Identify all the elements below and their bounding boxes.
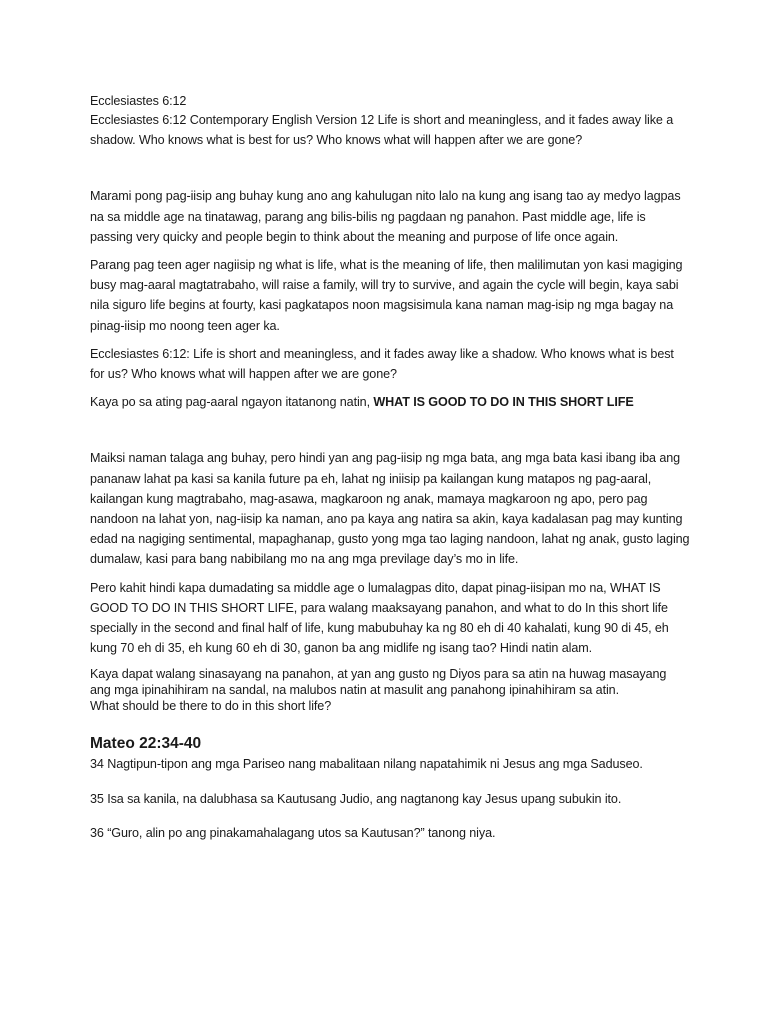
- verse-35: 35 Isa sa kanila, na dalubhasa sa Kautusang Judio, ang nagtanong kay Jesus upang subukin ito.: [90, 791, 622, 806]
- paragraph-2: Parang pag teen ager nagiisip ng what is life, what is the meaning of life, then malilimutan yon kasi magiging busy mag-aaral magtatrabaho, will raise a family, will try to survive, and again the cycle will begin, kaya sabi nila siguro life begins at fourty, kasi pagkatapos noon magsisimula kana naman mag-isip ng mga bagay na pinag-iisip mo noong teen ager ka.: [90, 258, 683, 333]
- paragraph-4-text: Kaya po sa ating pag-aaral ngayon itatanong natin,: [90, 395, 374, 410]
- paragraph-1: Marami pong pag-iisip ang buhay kung ano ang kahulugan nito lalo na kung ang isang tao ay medyo lagpas na sa middle age na tinatawag, parang ang bilis-bilis ng pagdaan ng panahon. Past middle age, life is passing very quicky and people begin to think about the meaning and purpose of life once again.: [90, 189, 681, 244]
- section-heading: Mateo 22:34-40: [90, 735, 202, 753]
- paragraph-3: Ecclesiastes 6:12: Life is short and meaningless, and it fades away like a shadow. Who knows what is best for us? Who knows what will happen after we are gone?: [90, 346, 674, 382]
- verse-34: 34 Nagtipun-tipon ang mga Pariseo nang mabalitaan nilang napatahimik ni Jesus ang mga Saduseo.: [90, 757, 643, 772]
- reference-title: Ecclesiastes 6:12: [90, 94, 187, 108]
- paragraph-6: Pero kahit hindi kapa dumadating sa middle age o lumalagpas dito, dapat pinag-iisipan mo na, WHAT IS GOOD TO DO IN THIS SHORT LIFE, para walang maaksayang panahon, and what to do In this short life specially in the second and final half of life, kung mabubuhay ka ng 80 eh di 40 kahalati, kung 90 di 45, eh kung 70 eh di 35, eh kung 60 eh di 30, ganon ba ang midlife ng isang tao? Hindi natin alam.: [90, 580, 669, 656]
- paragraph-4: [90, 392, 690, 412]
- paragraph-5: Maiksi naman talaga ang buhay, pero hindi yan ang pag-iisip ng mga bata, ang mga bata kasi ibang iba ang pananaw lahat pa kasi sa kanila future pa eh, lahat ng iniisip pa kailangan kung matapos ng pag-aaral, kailangan kung magtrabaho, mag-asawa, magkaroon ng anak, mamaya magkaroon ng apo, pero pag nandoon na lahat yon, nag-iisip ka naman, ano pa kaya ang natira sa akin, kaya kadalasan pag may kunting edad na nagiging sentimental, mapaghanap, gusto yong mga tao laging nandoon, lahat ng anak, gusto laging dumalaw, kasi para bang nabibilang mo na ang mga previlage day’s mo in life.: [90, 451, 690, 567]
- paragraph-7-line-2: What should be there to do in this short life?: [90, 699, 332, 714]
- document-page: [90, 92, 690, 843]
- verse-36: 36 “Guro, alin po ang pinakamahalagang utos sa Kautusan?” tanong niya.: [90, 825, 496, 840]
- paragraph-7: [90, 666, 690, 714]
- paragraph-7-line-1: Kaya dapat walang sinasayang na panahon, at yan ang gusto ng Diyos para sa atin na huwag masayang ang mga ipinahihiram na sandal, na malubos natin at masulit ang panahong ipinahihiram sa atin.: [90, 667, 667, 698]
- reference-text: Ecclesiastes 6:12 Contemporary English Version 12 Life is short and meaningless, and it fades away like a shadow. Who knows what is best for us? Who knows what will happen after we are gone?: [90, 113, 674, 148]
- paragraph-4-emphasis: WHAT IS GOOD TO DO IN THIS SHORT LIFE: [373, 395, 634, 410]
